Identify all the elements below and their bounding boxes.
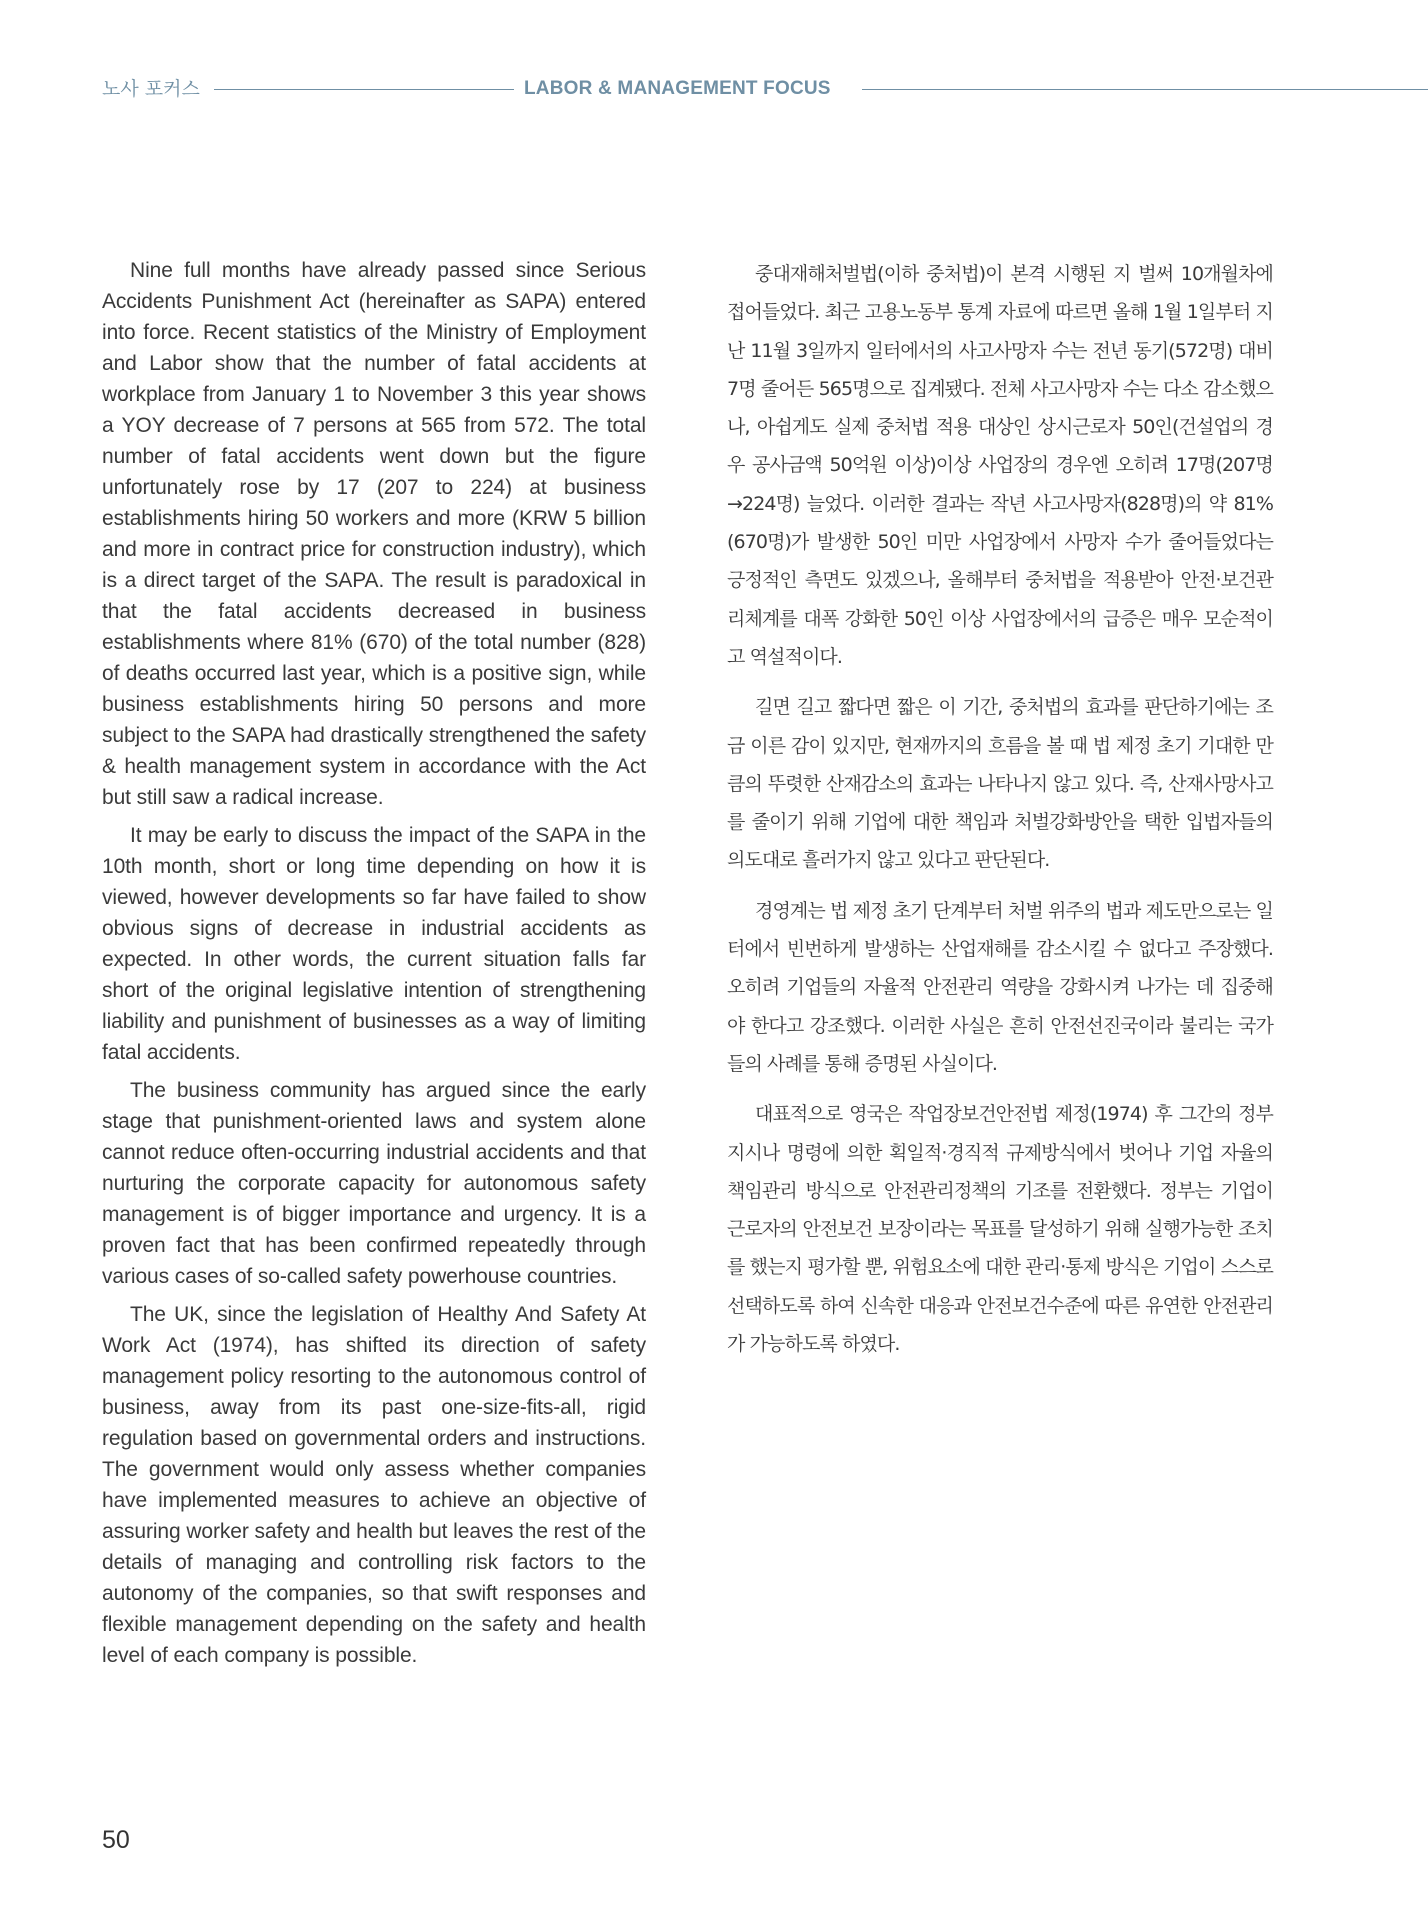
english-paragraph-1: Nine full months have already passed since Serious Accidents Punishment Act (hereinafter as SAPA) entered into force. Recent statistics of the Ministry of Employment and Labor show that the number of fatal accidents at workplace from January 1 to November 3 this year shows a YOY decrease of 7 persons at 565 from 572. The total number of fatal accidents went down but the figure unfortunately rose by 17 (207 to 224) at business establishments hiring 50 workers and more (KRW 5 billion and more in contract price for construction industry), which is a direct target of the SAPA. The result is paradoxical in that the fatal accidents decreased in business establishments where 81% (670) of the total number (828) of deaths occurred last year, which is a positive sign, while business establishments hiring 50 persons and more subject to the SAPA had drastically strengthened the safety & health management system in accordance with the Act but still saw a radical increase. [102,259,646,809]
section-title-english: LABOR & MANAGEMENT FOCUS [524,78,831,99]
korean-paragraph-4: 대표적으로 영국은 작업장보건안전법 제정(1974) 후 그간의 정부 지시나 명령에 의한 획일적·경직적 규제방식에서 벗어나 기업 자율의 책임관리 방식으로 안전관리정책의 기조를 전환했다. 정부는 기업이 근로자의 안전보건 보장이라는 목표를 달성하기 위해 실행가능한 조치를 했는지 평가할 뿐, 위험요소에 대한 관리·통제 방식은 기업이 스스로 선택하도록 하여 신속한 대응과 안전보건수준에 따른 유연한 안전관리가 가능하도록 하였다. [727,1103,1273,1356]
section-title-korean: 노사 포커스 [102,78,200,100]
page-header [102,78,1428,100]
korean-paragraph-3: 경영계는 법 제정 초기 단계부터 처벌 위주의 법과 제도만으로는 일터에서 빈번하게 발생하는 산업재해를 감소시킬 수 없다고 주장했다. 오히려 기업들의 자율적 안전관리 역량을 강화시켜 나가는 데 집중해야 한다고 강조했다. 이러한 사실은 흔히 안전선진국이라 불리는 국가들의 사례를 통해 증명된 사실이다. [727,899,1273,1075]
english-column [102,255,646,1678]
english-paragraph-2: It may be early to discuss the impact of the SAPA in the 10th month, short or long time depending on how it is viewed, however developments so far have failed to show obvious signs of decrease in industrial accidents as expected. In other words, the current situation falls far short of the original legislative intention of strengthening liability and punishment of businesses as a way of limiting fatal accidents. [102,824,646,1064]
header-rule-right [862,89,1428,90]
korean-paragraph-1: 중대재해처벌법(이하 중처법)이 본격 시행된 지 벌써 10개월차에 접어들었다. 최근 고용노동부 통계 자료에 따르면 올해 1월 1일부터 지난 11월 3일까지 일터에서의 사고사망자 수는 전년 동기(572명) 대비 7명 줄어든 565명으로 집계됐다. 전체 사고사망자 수는 다소 감소했으나, 아쉽게도 실제 중처법 적용 대상인 상시근로자 50인(건설업의 경우 공사금액 50억원 이상)이상 사업장의 경우엔 오히려 17명(207명→224명) 늘었다. 이러한 결과는 작년 사고사망자(828명)의 약 81%(670명)가 발생한 50인 미만 사업장에서 사망자 수가 줄어들었다는 긍정적인 측면도 있겠으나, 올해부터 중처법을 적용받아 안전·보건관리체계를 대폭 강화한 50인 이상 사업장에서의 급증은 매우 모순적이고 역설적이다. [727,263,1273,668]
korean-paragraph-2: 길면 길고 짧다면 짧은 이 기간, 중처법의 효과를 판단하기에는 조금 이른 감이 있지만, 현재까지의 흐름을 볼 때 법 제정 초기 기대한 만큼의 뚜렷한 산재감소의 효과는 나타나지 않고 있다. 즉, 산재사망사고를 줄이기 위해 기업에 대한 책임과 처벌강화방안을 택한 입법자들의 의도대로 흘러가지 않고 있다고 판단된다. [727,696,1273,872]
korean-column [727,255,1273,1375]
page-number: 50 [102,1826,130,1854]
english-paragraph-4: The UK, since the legislation of Healthy And Safety At Work Act (1974), has shifted its direction of safety management policy resorting to the autonomous control of business, away from its past one-size-fits-all, rigid regulation based on governmental orders and instructions. The government would only assess whether companies have implemented measures to achieve an objective of assuring worker safety and health but leaves the rest of the details of managing and controlling risk factors to the autonomy of the companies, so that swift responses and flexible management depending on the safety and health level of each company is possible. [102,1303,646,1667]
header-rule-left [214,89,514,90]
english-paragraph-3: The business community has argued since the early stage that punishment-oriented laws and system alone cannot reduce often-occurring industrial accidents and that nurturing the corporate capacity for autonomous safety management is of bigger importance and urgency. It is a proven fact that has been confirmed repeatedly through various cases of so-called safety powerhouse countries. [102,1079,646,1288]
